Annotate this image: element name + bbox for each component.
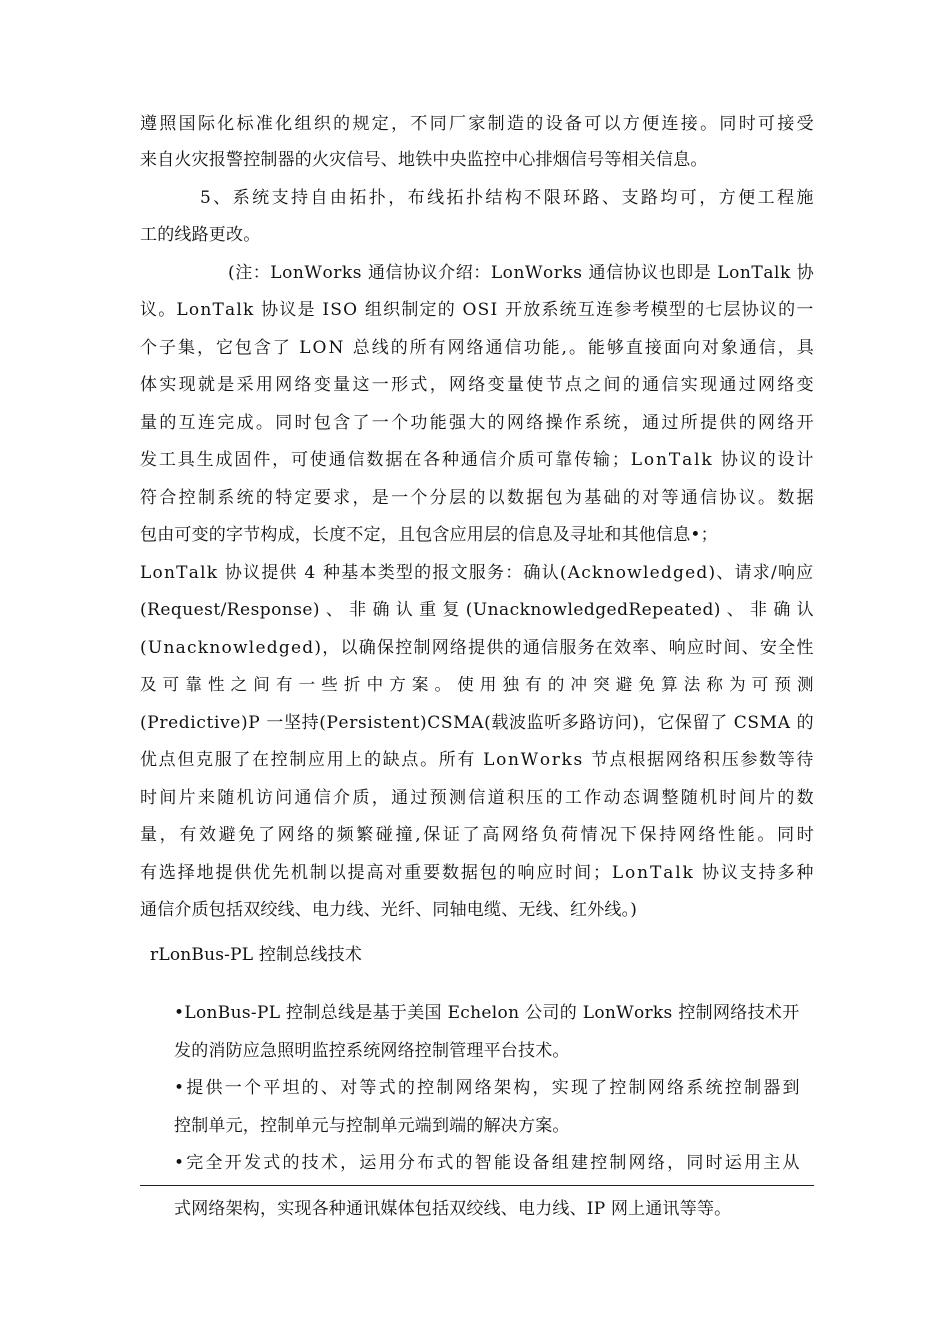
text-line: 优 点 但 克 服 了 在 控 制 应 用 上 的 缺 点 。 所 有 L o n W o r k s 节 点 根 据 网 络 积 压 参 数 等 待 (140, 750, 814, 770)
text-line: 遵 照 国 际 化 标 准 化 组 织 的 规 定 ， 不 同 厂 家 制 造 的 设 备 可 以 方 便 连 接 。 同 时 可 接 受 (140, 114, 814, 134)
text-line: ( U n a c k n o w l e d g e d ) ， 以 确 保 控 制 网 络 提 供 的 通 信 服 务 在 效 率 、 响 应 时 间 、 安 全 性 (140, 638, 814, 658)
text-line: L o n T a l k 协 议 提 供 4 种 基 本 类 型 的 报 文 服 务 ： 确 认 ( A c k n o w l e d g e d ) 、 请 求 / 响 应 (140, 563, 814, 583)
text-line: 控制单元，控制单元与控制单元端到端的解决方案。 (174, 1116, 570, 1136)
text-line: 议 。 L o n T a l k 协 议 是 I S O 组 织 制 定 的 O S I 开 放 系 统 互 连 参 考 模 型 的 七 层 协 议 的 一 (140, 300, 814, 320)
text-line: 有 选 择 地 提 供 优 先 机 制 以 提 高 对 重 要 数 据 包 的 响 应 时 间 ； L o n T a l k 协 议 支 持 多 种 (140, 863, 814, 883)
text-line: ( P r e d i c t i v e ) P 一 坚 持 ( P e r s i s t e n t ) C S M A ( 载 波 监 听 多 路 访 问 ) ， 它 保 留 了 C S M A 的 (140, 713, 814, 733)
text-line: 及 可 靠 性 之 间 有 一 些 折 中 方 案 。 使 用 独 有 的 冲 突 避 免 算 法 称 为 可 预 测 (140, 675, 814, 694)
text-line: 时 间 片 来 随 机 访 问 通 信 介 质 ， 通 过 预 测 信 道 积 压 的 工 作 动 态 调 整 随 机 时 间 片 的 数 (140, 788, 814, 808)
bullet-item: • 提 供 一 个 平 坦 的 、 对 等 式 的 控 制 网 络 架 构 ， 实 现 了 控 制 网 络 系 统 控 制 器 到 (174, 1078, 800, 1098)
section-heading: rLonBus-PL 控制总线技术 (150, 945, 363, 965)
text-line: ( R e q u e s t / R e s p o n s e ) 、 非 确 认 重 复 ( U n a c k n o w l e d g e d R e p e a t e d ) 、 非 确 认 (140, 600, 814, 620)
text-line: 体 实 现 就 是 采 用 网 络 变 量 这 一 形 式 ， 网 络 变 量 使 节 点 之 间 的 通 信 实 现 通 过 网 络 变 (140, 375, 814, 395)
text-line: 包由可变的字节构成，长度不定，且包含应用层的信息及寻址和其他信息•； (140, 525, 718, 545)
text-line: 符 合 控 制 系 统 的 特 定 要 求 ， 是 一 个 分 层 的 以 数 据 包 为 基 础 的 对 等 通 信 协 议 。 数 据 (140, 488, 814, 508)
text-line: 发的消防应急照明监控系统网络控制管理平台技术。 (174, 1041, 570, 1061)
text-line: 个 子 集 ， 它 包 含 了 L O N 总 线 的 所 有 网 络 通 信 功 能 , 。 能 够 直 接 面 向 对 象 通 信 ， 具 (140, 338, 814, 358)
text-line: 工的线路更改。 (140, 225, 261, 245)
text-line: 量 的 互 连 完 成 。 同 时 包 含 了 一 个 功 能 强 大 的 网 络 操 作 系 统 ， 通 过 所 提 供 的 网 络 开 (140, 413, 814, 433)
text-line: ( 注 ： L o n W o r k s 通 信 协 议 介 绍 ： L o n W o r k s 通 信 协 议 也 即 是 L o n T a l k 协 (228, 263, 814, 283)
bullet-item: • 完 全 开 发 式 的 技 术 ， 运 用 分 布 式 的 智 能 设 备 组 建 控 制 网 络 ， 同 时 运 用 主 从 (174, 1153, 800, 1173)
bullet-item: • L o n B u s - P L 控 制 总 线 是 基 于 美 国 E c h e l o n 公 司 的 L o n W o r k s 控 制 网 络 技 术 开 (174, 1003, 800, 1023)
text-line: 发 工 具 生 成 固 件 ， 可 使 通 信 数 据 在 各 种 通 信 介 质 可 靠 传 输 ； L o n T a l k 协 议 的 设 计 (140, 450, 814, 470)
text-line: 通信介质包括双绞线、电力线、光纤、同轴电缆、无线、红外线。) (140, 900, 638, 920)
text-line: 5 、 系 统 支 持 自 由 拓 扑 ， 布 线 拓 扑 结 构 不 限 环 路 、 支 路 均 可 ， 方 便 工 程 施 (200, 188, 814, 208)
text-line: 来自火灾报警控制器的火灾信号、地铁中央监控中心排烟信号等相关信息。 (140, 150, 708, 170)
text-line: 式网络架构，实现各种通讯媒体包括双绞线、电力线、IP 网上通讯等等。 (174, 1199, 732, 1219)
text-line: 量 ， 有 效 避 免 了 网 络 的 频 繁 碰 撞 , 保 证 了 高 网 络 负 荷 情 况 下 保 持 网 络 性 能 。 同 时 (140, 825, 814, 845)
horizontal-rule (140, 1185, 814, 1186)
